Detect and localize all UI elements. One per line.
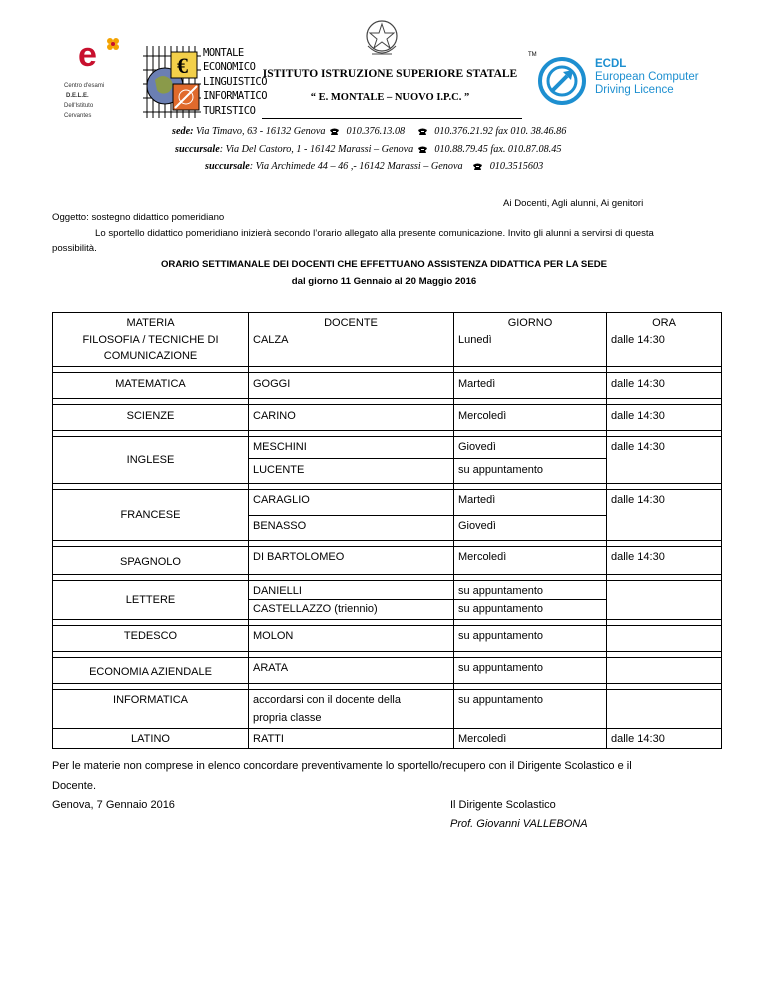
cell-giorno: Lunedì [458,334,492,346]
table-row [53,437,722,459]
table-header-row [53,313,722,334]
cell-giorno: su appuntamento [458,694,544,706]
cell-ora: dalle 14:30 [611,733,665,745]
phone-icon [330,128,339,135]
ecdl-trademark: TM [528,52,537,58]
cell-giorno: su appuntamento [458,603,544,615]
cell-materia-cont: COMUNICAZIONE [103,350,198,362]
cell-materia: SPAGNOLO [120,556,181,568]
cell-ora: dalle 14:30 [611,441,665,453]
cell-docente-cont: propria classe [253,712,322,724]
school-subtitle: “ E. MONTALE – NUOVO I.P.C. ” [310,92,470,103]
cell-materia: MATEMATICA [115,378,186,390]
cell-docente: DI BARTOLOMEO [253,551,345,563]
address-succursale-2 [205,161,543,172]
table-title: ORARIO SETTIMANALE DEI DOCENTI CHE EFFETTUANO ASSISTENZA DIDATTICA PER LA SEDE [160,259,608,270]
header-ora: ORA [652,317,676,329]
cell-docente: RATTI [253,733,284,745]
cell-docente: ARATA [253,662,289,674]
sede-address: Via Timavo, 63 - 16132 Genova [196,126,326,137]
cell-materia: SCIENZE [126,410,175,422]
cell-docente: GOGGI [253,378,291,390]
cell-giorno: Giovedì [458,520,496,532]
cell-ora: dalle 14:30 [611,494,665,506]
table-row [53,658,722,684]
table-row [53,373,722,399]
cell-giorno: Mercoledì [458,733,507,745]
ecdl-line: European Computer [595,71,699,83]
phone-icon [418,128,427,135]
header-giorno: GIORNO [507,317,553,329]
ecdl-logo [525,52,725,108]
cell-ora: dalle 14:30 [611,410,665,422]
cervantes-line: Centro d'esami [64,83,105,89]
cell-giorno: su appuntamento [458,662,544,674]
cervantes-line: Cervantes [64,113,92,119]
ecdl-line: Driving Licence [595,84,674,96]
cell-giorno: Martedì [458,494,496,506]
table-row [53,690,722,729]
succursale-phone: 010.88.79.45 fax. 010.87.08.45 [434,144,562,155]
cell-docente: CALZA [253,334,289,346]
ecdl-globe-icon [537,56,587,106]
svg-text:€: € [177,53,188,78]
table-row [53,490,722,516]
cell-docente: CASTELLAZZO (triennio) [253,603,378,615]
cell-docente: CARINO [253,410,296,422]
signature-name: Prof. Giovanni VALLEBONA [450,818,588,830]
cell-materia: ECONOMIA AZIENDALE [89,666,212,678]
cell-materia: LETTERE [125,594,176,606]
recipients: Ai Docenti, Agli alunni, Ai genitori [503,198,644,209]
cell-giorno: Mercoledì [458,410,507,422]
cervantes-line: D.E.L.E. [66,93,89,99]
republic-emblem-icon [362,16,402,60]
montale-line: LINGUISTICO [203,75,268,88]
cell-docente: MESCHINI [253,441,307,453]
cell-giorno: Mercoledì [458,551,507,563]
cell-docente: accordarsi con il docente della [253,694,401,706]
cell-materia: LATINO [131,733,170,745]
montale-line: INFORMATICO [203,90,268,103]
succursale-phone: 010.3515603 [489,161,544,172]
cell-docente: BENASSO [253,520,307,532]
header-materia: MATERIA [126,317,175,329]
footer-note: Per le materie non comprese in elenco concordare preventivamente lo sportello/recupero con il Dirigente Scolastico e il [52,760,632,772]
succursale-label: succursale [205,161,250,172]
montale-line: MONTALE [203,47,244,59]
cell-docente: LUCENTE [253,464,305,476]
cell-materia: INFORMATICA [113,694,188,706]
cell-ora: dalle 14:30 [611,334,665,346]
cell-giorno: su appuntamento [458,630,544,642]
place-date: Genova, 7 Gennaio 2016 [52,799,175,811]
montale-logo [143,46,268,118]
montale-line: TURISTICO [203,104,256,117]
signature-role: Il Dirigente Scolastico [450,799,556,811]
cell-giorno: Martedì [458,378,496,390]
sede-phone-fax: 010.376.21.92 fax 010. 38.46.86 [434,126,567,137]
table-row [53,581,722,600]
table-row [53,547,722,575]
cell-materia: INGLESE [126,454,175,466]
succursale-address: : Via Archimede 44 – 46 ,- 16142 Marassi – Genova [249,161,463,172]
cervantes-logo [64,32,130,132]
table-row [53,626,722,652]
cell-materia: FILOSOFIA / TECNICHE DI [82,334,219,346]
cell-giorno: su appuntamento [458,585,544,597]
subject-line: Oggetto: sostegno didattico pomeridiano [52,212,225,223]
phone-icon [473,163,482,170]
cervantes-line: Dell'Istituto [64,103,94,109]
table-row [53,333,722,367]
table-dates: dal giorno 11 Gennaio al 20 Maggio 2016 [291,276,477,287]
school-title: ISTITUTO ISTRUZIONE SUPERIORE STATALE [262,68,518,80]
cell-docente: CARAGLIO [253,494,310,506]
cell-ora: dalle 14:30 [611,551,665,563]
succursale-address: : Via Del Castoro, 1 - 16142 Marassi – Genova [219,144,414,155]
schedule-table [52,312,722,749]
address-sede [172,126,566,137]
table-row [53,405,722,431]
ecdl-title: ECDL [595,58,627,70]
cell-giorno: Giovedì [458,441,496,453]
cell-ora: dalle 14:30 [611,378,665,390]
table-row [53,729,722,749]
body-text-line: possibilità. [52,243,97,254]
montale-line: ECONOMICO [203,61,256,74]
sede-phone: 010.376.13.08 [346,126,406,137]
cell-docente: MOLON [253,630,294,642]
body-text-line: Lo sportello didattico pomeridiano inizierà secondo l’orario allegato alla presente comunicazione. Invito gli alunni a servirsi di questa [95,228,654,239]
cell-docente: DANIELLI [253,585,302,597]
cell-materia: FRANCESE [120,509,181,521]
header-docente: DOCENTE [324,317,378,329]
phone-icon [418,146,427,153]
cervantes-e-icon [70,32,130,72]
cell-materia: TEDESCO [123,630,178,642]
footer-note-cont: Docente. [52,780,97,792]
cell-giorno: su appuntamento [458,464,544,476]
address-succursale-1 [175,144,561,155]
svg-text:e: e [78,36,97,72]
succursale-label: succursale [175,144,220,155]
header-divider [262,118,522,119]
sede-label: sede: [172,126,194,137]
